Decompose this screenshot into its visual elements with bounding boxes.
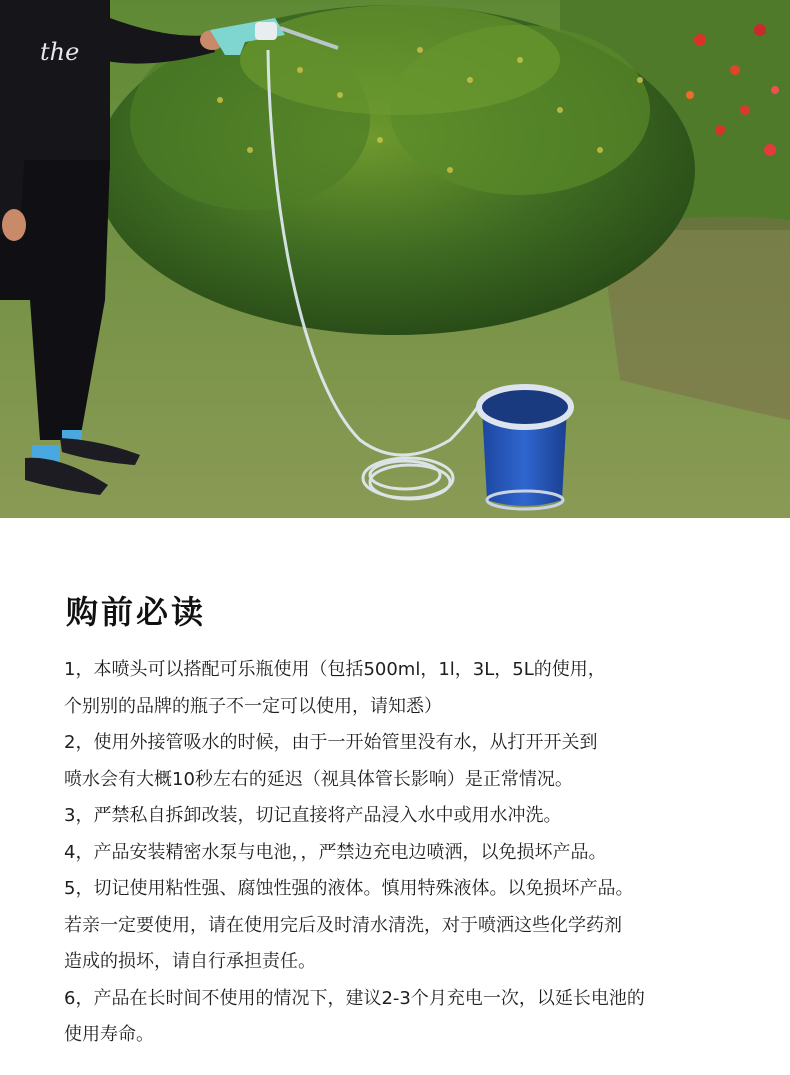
note-line: 喷水会有大概10秒左右的延迟（视具体管长影响）是正常情况。 (64, 768, 573, 790)
note-line: 若亲一定要使用，请在使用完后及时清水清洗，对于喷洒这些化学药剂 (64, 914, 622, 936)
notes-list (64, 652, 764, 1054)
note-line: 使用寿命。 (64, 1024, 154, 1045)
svg-text:the: the (40, 38, 80, 66)
note-line: 4，产品安装精密水泵与电池，，严禁边充电边喷洒，以免损坏产品。 (64, 841, 607, 863)
note-line: 6，产品在长时间不使用的情况下，建议2-3个月充电一次，以延长电池的 (64, 987, 645, 1009)
note-line: 1，本喷头可以搭配可乐瓶使用（包括500ml，1l，3L，5L的使用， (64, 659, 606, 680)
product-photo (0, 0, 790, 518)
note-line: 2，使用外接管吸水的时候，由于一开始管里没有水，从打开开关到 (64, 732, 598, 753)
bucket (479, 387, 571, 509)
section-title: 购前必读 (66, 593, 207, 631)
note-line: 造成的损坏，请自行承担责任。 (64, 951, 316, 972)
note-line: 5，切记使用粘性强、腐蚀性强的液体。慎用特殊液体。以免损坏产品。 (64, 878, 634, 899)
note-line: 个别别的品牌的瓶子不一定可以使用，请知悉） (64, 695, 442, 717)
note-line: 3，严禁私自拆卸改装，切记直接将产品浸入水中或用水冲洗。 (64, 805, 562, 826)
